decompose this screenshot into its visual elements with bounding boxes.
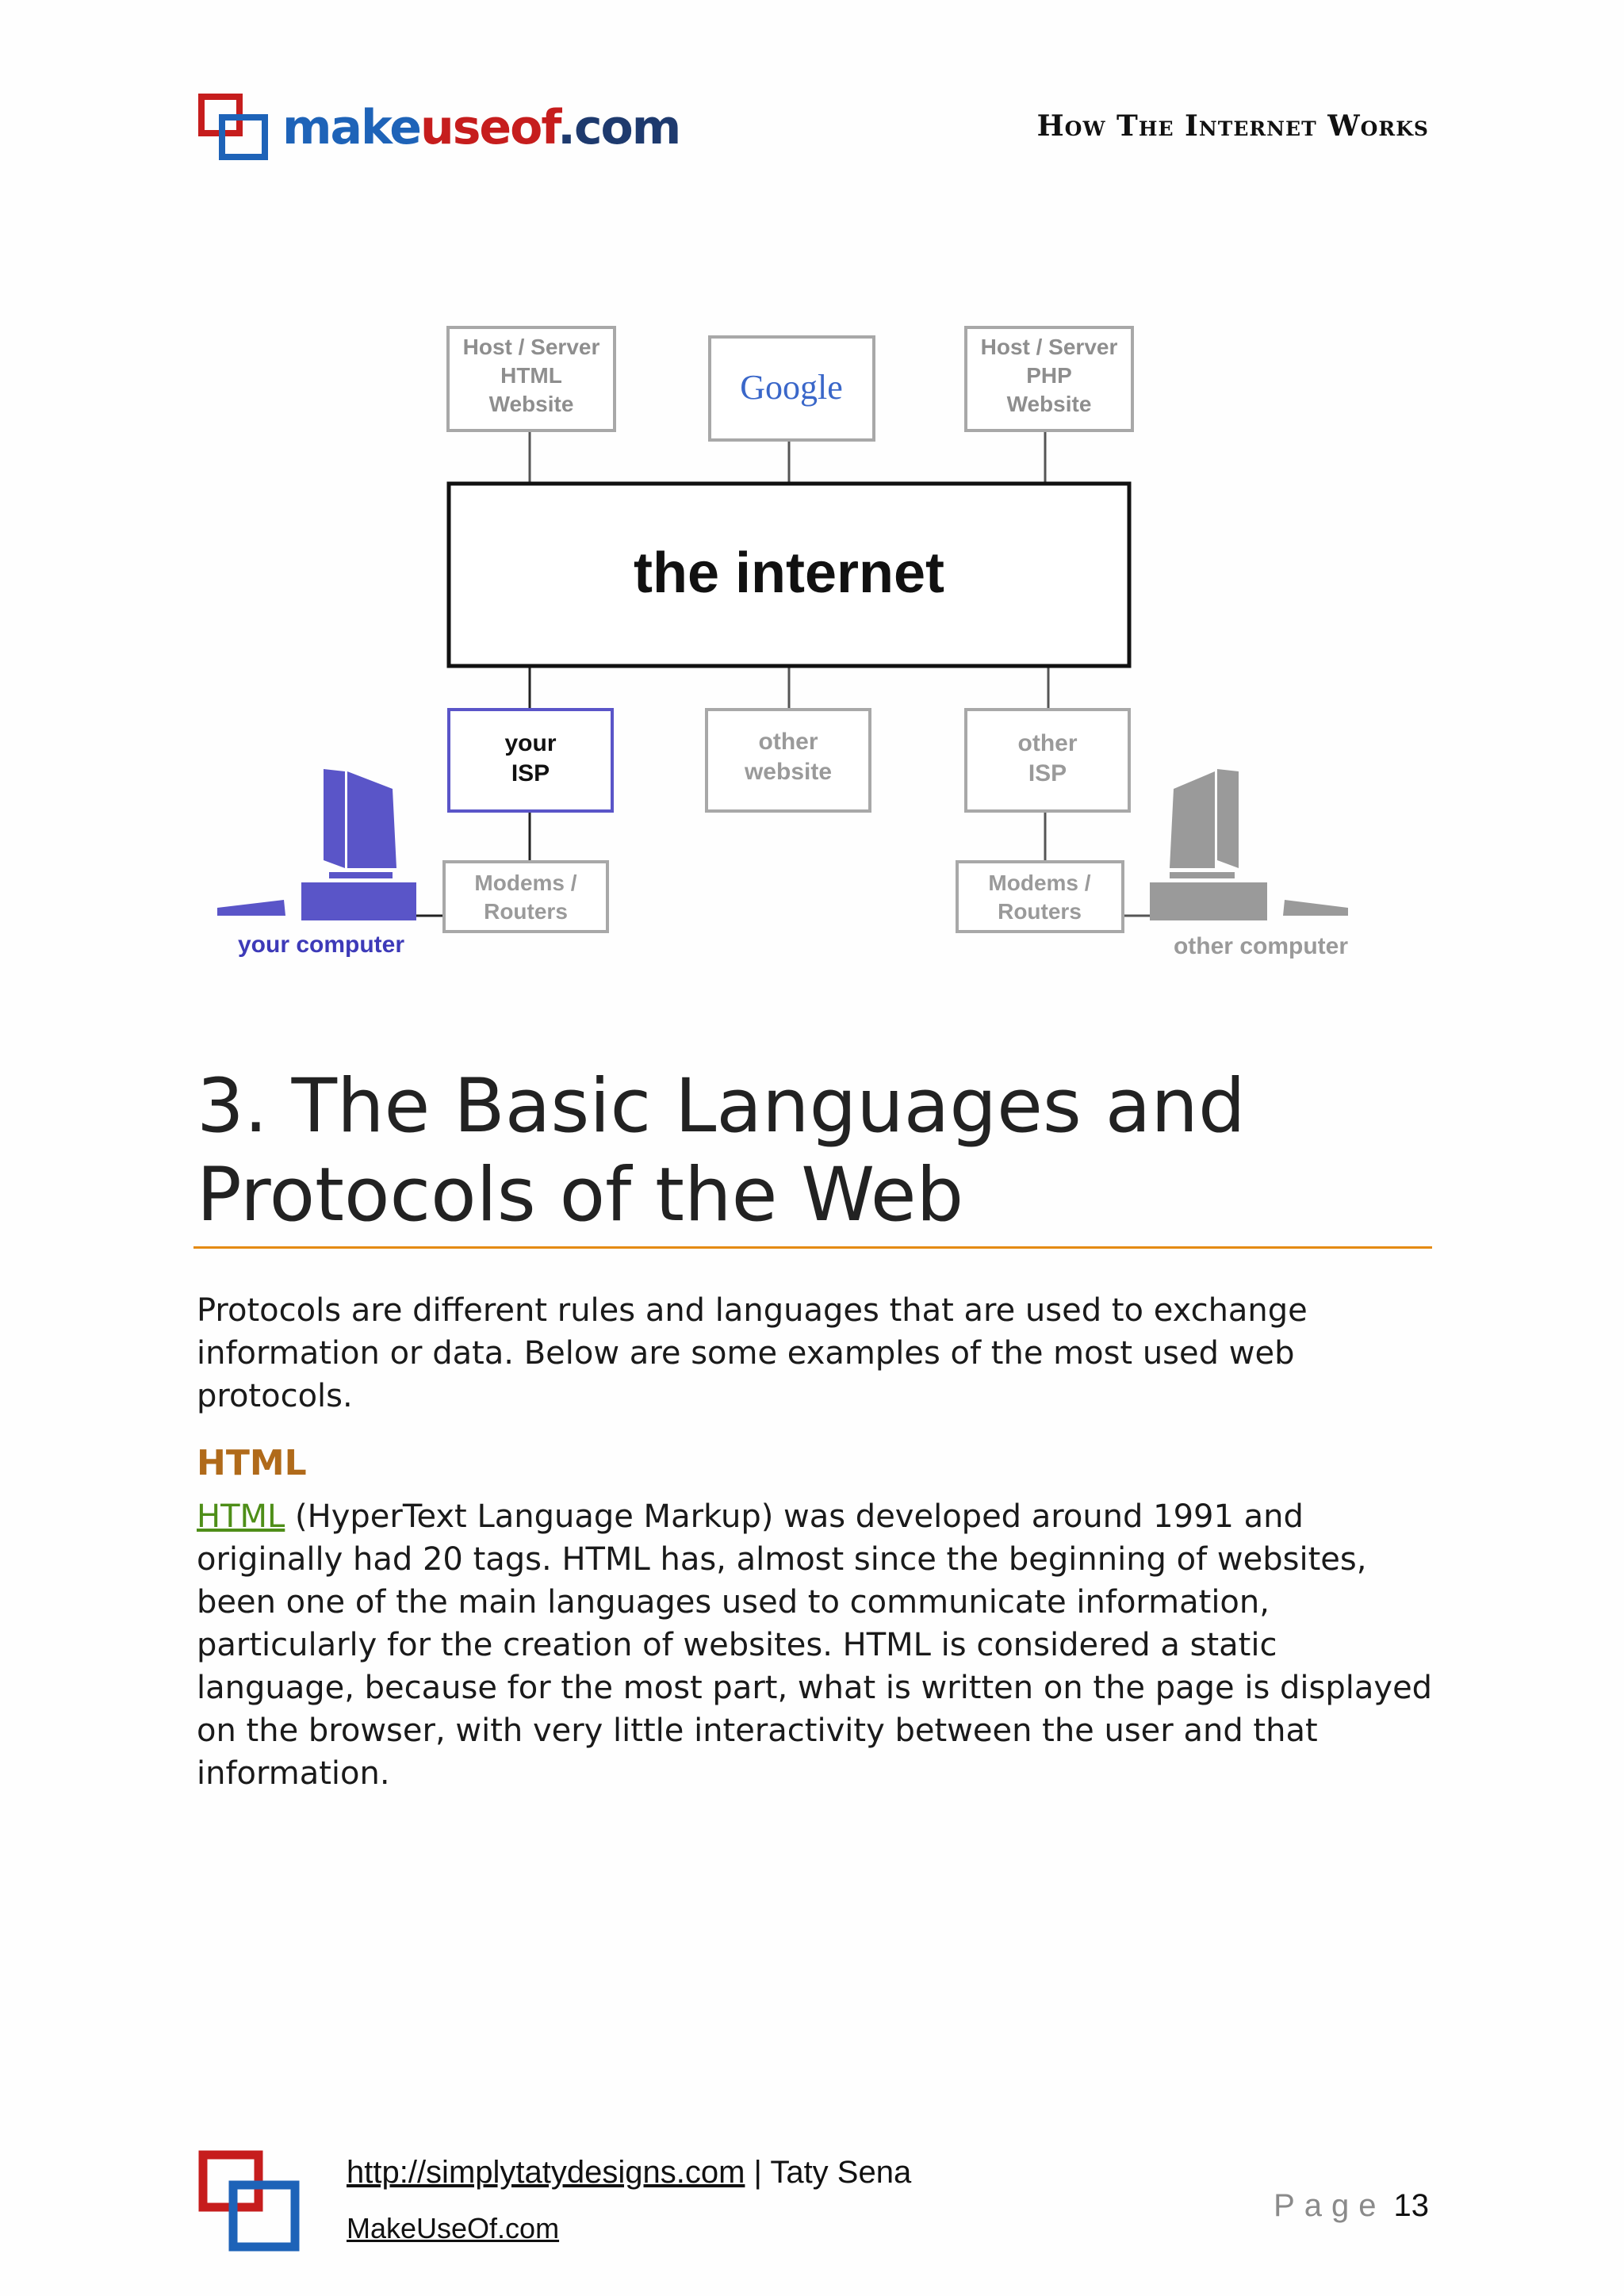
host-html-line1: Host / Server (462, 335, 600, 359)
html-link[interactable]: HTML (197, 1498, 285, 1535)
footer-site-link[interactable]: MakeUseOf.com (347, 2212, 560, 2244)
makeuseof-logo-icon (198, 94, 270, 162)
host-php-line2: PHP (1026, 363, 1072, 388)
running-title: How The Internet Works (1036, 109, 1429, 143)
intro-paragraph: Protocols are different rules and languages that are used to exchange information or data. Below are some examples of the most used web protocols. (197, 1292, 1308, 1414)
other-website-line1: other (758, 729, 818, 755)
footer-url-link[interactable]: http://simplytatydesigns.com (347, 2155, 745, 2190)
your-computer-icon (217, 769, 416, 920)
other-isp-line2: ISP (1028, 760, 1067, 786)
host-php-line1: Host / Server (980, 335, 1118, 359)
makeuseof-footer-logo-icon (198, 2150, 301, 2253)
brand-wordmark: makeuseof.com (282, 100, 680, 155)
section-title-line1: 3. The Basic Languages and (197, 1063, 1246, 1150)
internet-diagram (198, 313, 1388, 979)
google-label: Google (740, 368, 843, 407)
internet-label: the internet (633, 541, 945, 605)
section-title (197, 1062, 1434, 1240)
page-label: Page (1274, 2188, 1386, 2223)
your-isp-line2: ISP (511, 760, 550, 786)
other-isp-line1: other (1017, 730, 1078, 756)
host-html-line2: HTML (500, 363, 562, 388)
other-computer-label: other computer (1173, 933, 1349, 959)
page-number-value: 13 (1393, 2188, 1429, 2223)
your-computer-label: your computer (237, 932, 405, 958)
other-website-line2: website (744, 759, 833, 785)
html-paragraph-text: (HyperText Language Markup) was developed around 1991 and originally had 20 tags. HTML has, almost since the beginning of websites, been one of the main languages used to communicate information, particularly for the creation of websites. HTML is considered a static language, because for the most part, what is written on the page is displayed on the browser, with very little interactivity between the user and that information. (197, 1498, 1433, 1792)
section-title-line2: Protocols of the Web (197, 1152, 964, 1238)
modems-right-line1: Modems / (988, 871, 1091, 895)
modems-right-line2: Routers (998, 899, 1082, 924)
html-paragraph (197, 1495, 1434, 1795)
host-html-line3: Website (488, 392, 574, 416)
other-computer-icon (1150, 769, 1348, 920)
host-php-line3: Website (1006, 392, 1092, 416)
html-heading: HTML (197, 1443, 307, 1483)
page-number (1274, 2188, 1429, 2224)
section-divider (193, 1246, 1432, 1249)
footer-credit (347, 2155, 911, 2191)
your-isp-line1: your (504, 730, 557, 756)
footer-author: | Taty Sena (745, 2155, 912, 2190)
modems-left-line2: Routers (484, 899, 568, 924)
modems-left-line1: Modems / (474, 871, 577, 895)
